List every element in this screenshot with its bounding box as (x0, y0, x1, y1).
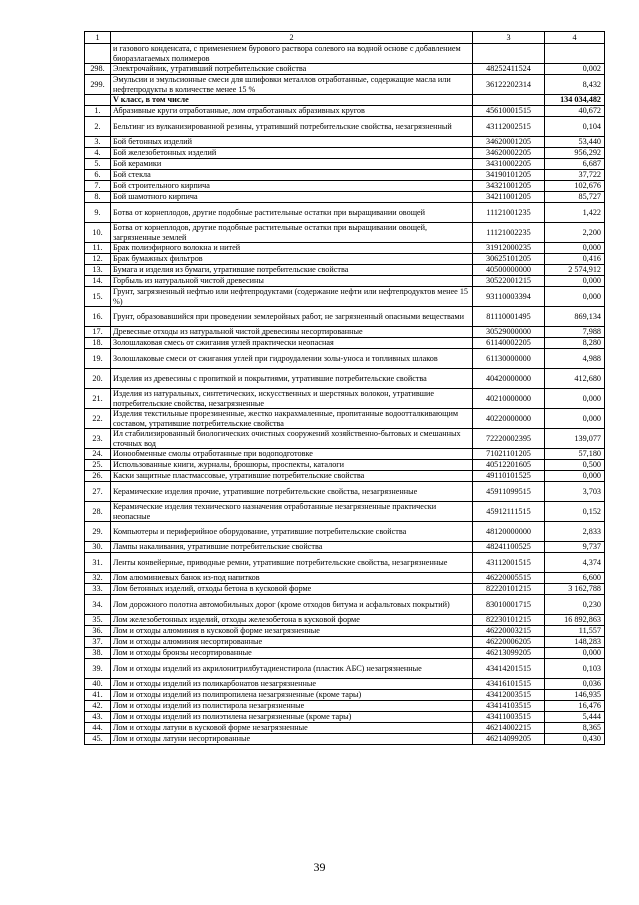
waste-name-cell: Брак бумажных фильтров (111, 254, 473, 265)
amount-cell (545, 44, 605, 64)
waste-table (84, 31, 605, 745)
table-row (85, 471, 605, 482)
waste-code-cell: 48241100525 (473, 542, 545, 553)
waste-name-cell: Золошлаковая смесь от сжигания углей практически неопасная (111, 338, 473, 349)
waste-code-cell: 46220006205 (473, 637, 545, 648)
waste-name-cell: Эмульсии и эмульсионные смеси для шлифовки металлов отработанные, содержащие масла или нефтепродукты в количестве менее 15 % (111, 75, 473, 95)
amount-cell: 102,676 (545, 181, 605, 192)
waste-code-cell: 61130000000 (473, 349, 545, 369)
amount-cell: 0,500 (545, 460, 605, 471)
table-row (85, 307, 605, 327)
waste-name-cell: Лом железобетонных изделий, отходы железобетона в кусковой форме (111, 615, 473, 626)
amount-cell: 16,476 (545, 701, 605, 712)
row-number-cell: 35. (85, 615, 111, 626)
waste-name-cell: Бой строительного кирпича (111, 181, 473, 192)
row-number-cell: 31. (85, 553, 111, 573)
table-row (85, 148, 605, 159)
waste-name-cell: Лом и отходы изделий из полистирола незагрязненные (111, 701, 473, 712)
row-number-cell: 15. (85, 287, 111, 307)
row-number-cell: 45. (85, 734, 111, 745)
page-number: 39 (313, 860, 326, 874)
table-row (85, 429, 605, 449)
waste-name-cell: Брак полиэфирного волокна и нитей (111, 243, 473, 254)
amount-cell: 2,200 (545, 223, 605, 243)
table-row (85, 712, 605, 723)
amount-cell: 8,365 (545, 723, 605, 734)
column-number-header-row (85, 32, 605, 44)
amount-cell: 4,374 (545, 553, 605, 573)
waste-name-cell: Лом и отходы латуни в кусковой форме незагрязненные (111, 723, 473, 734)
table-row (85, 389, 605, 409)
waste-code-cell: 48252411524 (473, 64, 545, 75)
amount-cell: 139,077 (545, 429, 605, 449)
row-number-cell: 38. (85, 648, 111, 659)
amount-cell: 2 574,912 (545, 265, 605, 276)
row-number-cell: 16. (85, 307, 111, 327)
amount-cell: 37,722 (545, 170, 605, 181)
waste-code-cell: 36122202314 (473, 75, 545, 95)
waste-name-cell: Лом и отходы изделий из акрилонитрилбутадиенстирола (пластик АБС) незагрязненные (111, 659, 473, 679)
waste-name-cell: Лом дорожного полотна автомобильных дорог (кроме отходов битума и асфальтовых покрытий) (111, 595, 473, 615)
amount-cell: 1,422 (545, 203, 605, 223)
waste-name-cell: Лом и отходы изделий из полиэтилена незагрязненные (кроме тары) (111, 712, 473, 723)
waste-name-cell: Лом и отходы алюминия в кусковой форме незагрязненные (111, 626, 473, 637)
row-number-cell: 24. (85, 449, 111, 460)
table-row (85, 648, 605, 659)
column-number-header: 1 (85, 32, 111, 44)
table-row (85, 203, 605, 223)
waste-name-cell: Лом и отходы бронзы несортированные (111, 648, 473, 659)
row-number-cell: 5. (85, 159, 111, 170)
table-row (85, 170, 605, 181)
amount-cell: 134 034,482 (545, 95, 605, 106)
waste-code-cell: 43414201515 (473, 659, 545, 679)
column-number-header: 4 (545, 32, 605, 44)
waste-name-cell: Ботва от корнеплодов, другие подобные растительные остатки при выращивании овощей (111, 203, 473, 223)
waste-code-cell: 46220003215 (473, 626, 545, 637)
waste-name-cell: Грунт, образовавшийся при проведении землеройных работ, не загрязненный опасными веществами (111, 307, 473, 327)
table-row (85, 502, 605, 522)
row-number-cell (85, 44, 111, 64)
waste-name-cell: Каски защитные пластмассовые, утратившие потребительские свойства (111, 471, 473, 482)
table-row (85, 573, 605, 584)
column-number-header: 2 (111, 32, 473, 44)
waste-name-cell: Лом алюминиевых банок из-под напитков (111, 573, 473, 584)
table-row (85, 701, 605, 712)
table-row (85, 181, 605, 192)
amount-cell: 40,672 (545, 106, 605, 117)
waste-name-cell: Компьютеры и периферийное оборудование, утратившие потребительские свойства (111, 522, 473, 542)
table-row (85, 137, 605, 148)
row-number-cell: 28. (85, 502, 111, 522)
row-number-cell: 7. (85, 181, 111, 192)
row-number-cell: 1. (85, 106, 111, 117)
waste-name-cell: Бой шамотного кирпича (111, 192, 473, 203)
waste-name-cell: Грунт, загрязненный нефтью или нефтепродуктами (содержание нефти или нефтепродуктов менее 15 %) (111, 287, 473, 307)
waste-name-cell: Древесные отходы из натуральной чистой древесины несортированные (111, 327, 473, 338)
amount-cell: 11,557 (545, 626, 605, 637)
table-row (85, 584, 605, 595)
waste-name-cell: Изделия из натуральных, синтетических, искусственных и шерстяных волокон, утратившие потребительские свойства, незагрязненные (111, 389, 473, 409)
waste-code-cell: 34620002205 (473, 148, 545, 159)
amount-cell: 5,444 (545, 712, 605, 723)
waste-code-cell: 46214002215 (473, 723, 545, 734)
waste-code-cell: 40512201605 (473, 460, 545, 471)
table-row (85, 626, 605, 637)
section-total-row (85, 95, 605, 106)
waste-name-cell: Изделия текстильные прорезиненные, жестко накрахмаленные, пропитанные водоотталкивающим составом, утратившие потребительские свойства (111, 409, 473, 429)
row-number-cell: 2. (85, 117, 111, 137)
row-number-cell: 25. (85, 460, 111, 471)
amount-cell: 0,000 (545, 648, 605, 659)
amount-cell: 0,430 (545, 734, 605, 745)
amount-cell: 0,000 (545, 389, 605, 409)
waste-name-cell: Бой стекла (111, 170, 473, 181)
waste-name-cell: и газового конденсата, с применением бурового раствора солевого на водной основе с добавлением биоразлагаемых полимеров (111, 44, 473, 64)
table-row (85, 159, 605, 170)
row-number-cell: 3. (85, 137, 111, 148)
row-number-cell: 10. (85, 223, 111, 243)
amount-cell: 0,000 (545, 471, 605, 482)
table-row (85, 369, 605, 389)
amount-cell: 148,283 (545, 637, 605, 648)
row-number-cell: 30. (85, 542, 111, 553)
waste-code-cell: 45911099515 (473, 482, 545, 502)
waste-name-cell: Лом и отходы изделий из поликарбонатов незагрязненные (111, 679, 473, 690)
waste-code-cell: 11121002235 (473, 223, 545, 243)
row-number-cell: 41. (85, 690, 111, 701)
table-row (85, 522, 605, 542)
waste-code-cell (473, 95, 545, 106)
waste-code-cell: 71021101205 (473, 449, 545, 460)
waste-code-cell: 46220005515 (473, 573, 545, 584)
amount-cell: 869,134 (545, 307, 605, 327)
row-number-cell: 23. (85, 429, 111, 449)
amount-cell: 2,833 (545, 522, 605, 542)
row-number-cell: 26. (85, 471, 111, 482)
waste-name-cell: Бельтинг из вулканизированной резины, утративший потребительские свойства, незагрязненный (111, 117, 473, 137)
waste-code-cell: 40220000000 (473, 409, 545, 429)
table-row (85, 553, 605, 573)
waste-code-cell: 45610001515 (473, 106, 545, 117)
waste-name-cell: Керамические изделия прочие, утратившие потребительские свойства, незагрязненные (111, 482, 473, 502)
waste-code-cell: 72220002395 (473, 429, 545, 449)
waste-name-cell: Керамические изделия технического назначения отработанные незагрязненные практически неопасные (111, 502, 473, 522)
waste-code-cell: 30625101205 (473, 254, 545, 265)
waste-name-cell: Лампы накаливания, утратившие потребительские свойства (111, 542, 473, 553)
waste-code-cell: 34190101205 (473, 170, 545, 181)
row-number-cell: 19. (85, 349, 111, 369)
waste-code-cell: 34620001205 (473, 137, 545, 148)
amount-cell: 0,152 (545, 502, 605, 522)
table-row (85, 349, 605, 369)
table-row (85, 449, 605, 460)
row-number-cell: 33. (85, 584, 111, 595)
waste-name-cell: Бой керамики (111, 159, 473, 170)
amount-cell: 85,727 (545, 192, 605, 203)
amount-cell: 0,103 (545, 659, 605, 679)
table-row (85, 409, 605, 429)
row-number-cell: 37. (85, 637, 111, 648)
amount-cell: 9,737 (545, 542, 605, 553)
amount-cell: 412,680 (545, 369, 605, 389)
table-row (85, 265, 605, 276)
waste-code-cell: 49110101525 (473, 471, 545, 482)
row-number-cell: 32. (85, 573, 111, 584)
row-number-cell: 40. (85, 679, 111, 690)
table-row (85, 192, 605, 203)
waste-name-cell: Лом и отходы изделий из полипропилена незагрязненные (кроме тары) (111, 690, 473, 701)
table-row (85, 690, 605, 701)
table-row (85, 223, 605, 243)
waste-name-cell: V класс, в том числе (111, 95, 473, 106)
waste-code-cell: 30529000000 (473, 327, 545, 338)
table-row (85, 615, 605, 626)
amount-cell: 146,935 (545, 690, 605, 701)
table-row (85, 734, 605, 745)
waste-table-body (85, 32, 605, 745)
waste-code-cell: 46214099205 (473, 734, 545, 745)
waste-code-cell: 82230101215 (473, 615, 545, 626)
amount-cell: 0,000 (545, 243, 605, 254)
waste-code-cell: 34310002205 (473, 159, 545, 170)
waste-name-cell: Горбыль из натуральной чистой древесины (111, 276, 473, 287)
waste-code-cell: 40500000000 (473, 265, 545, 276)
amount-cell: 0,000 (545, 287, 605, 307)
waste-name-cell: Лом и отходы латуни несортированные (111, 734, 473, 745)
waste-code-cell: 83010001715 (473, 595, 545, 615)
amount-cell: 0,416 (545, 254, 605, 265)
amount-cell: 57,180 (545, 449, 605, 460)
row-number-cell: 27. (85, 482, 111, 502)
waste-name-cell: Бой железобетонных изделий (111, 148, 473, 159)
amount-cell: 3 162,788 (545, 584, 605, 595)
table-row (85, 637, 605, 648)
waste-code-cell: 43414103515 (473, 701, 545, 712)
row-number-cell: 20. (85, 369, 111, 389)
table-row (85, 679, 605, 690)
row-number-cell: 11. (85, 243, 111, 254)
amount-cell: 0,000 (545, 276, 605, 287)
waste-name-cell: Ленты конвейерные, приводные ремни, утратившие потребительские свойства, незагрязненные (111, 553, 473, 573)
waste-name-cell: Использованные книги, журналы, брошюры, проспекты, каталоги (111, 460, 473, 471)
waste-code-cell: 43411003515 (473, 712, 545, 723)
waste-name-cell: Лом и отходы алюминия несортированные (111, 637, 473, 648)
waste-code-cell: 31912000235 (473, 243, 545, 254)
waste-code-cell: 45912111515 (473, 502, 545, 522)
waste-name-cell: Бумага и изделия из бумаги, утратившие потребительские свойства (111, 265, 473, 276)
column-number-header: 3 (473, 32, 545, 44)
table-row (85, 460, 605, 471)
waste-code-cell: 48120000000 (473, 522, 545, 542)
row-number-cell: 21. (85, 389, 111, 409)
waste-name-cell: Золошлаковые смеси от сжигания углей при гидроудалении золы-уноса и топливных шлаков (111, 349, 473, 369)
row-number-cell: 13. (85, 265, 111, 276)
waste-name-cell: Бой бетонных изделий (111, 137, 473, 148)
waste-code-cell: 43112002515 (473, 117, 545, 137)
waste-name-cell: Ботва от корнеплодов, другие подобные растительные остатки при выращивании овощей, загрязненные землей (111, 223, 473, 243)
table-row (85, 64, 605, 75)
table-row (85, 243, 605, 254)
waste-code-cell: 11121001235 (473, 203, 545, 223)
amount-cell: 6,687 (545, 159, 605, 170)
amount-cell: 4,988 (545, 349, 605, 369)
amount-cell: 7,988 (545, 327, 605, 338)
table-row (85, 659, 605, 679)
waste-code-cell: 30522001215 (473, 276, 545, 287)
amount-cell: 53,440 (545, 137, 605, 148)
amount-cell: 6,600 (545, 573, 605, 584)
row-number-cell: 34. (85, 595, 111, 615)
row-number-cell: 298. (85, 64, 111, 75)
waste-code-cell: 93110003394 (473, 287, 545, 307)
waste-name-cell: Ил стабилизированный биологических очистных сооружений хозяйственно-бытовых и смешанных сточных вод (111, 429, 473, 449)
table-row (85, 117, 605, 137)
row-number-cell: 8. (85, 192, 111, 203)
table-row (85, 287, 605, 307)
row-number-cell (85, 95, 111, 106)
row-number-cell: 6. (85, 170, 111, 181)
table-row (85, 338, 605, 349)
row-number-cell: 9. (85, 203, 111, 223)
waste-name-cell: Электрочайник, утративший потребительские свойства (111, 64, 473, 75)
amount-cell: 0,230 (545, 595, 605, 615)
table-row (85, 75, 605, 95)
row-number-cell: 4. (85, 148, 111, 159)
amount-cell: 0,000 (545, 409, 605, 429)
amount-cell: 0,002 (545, 64, 605, 75)
waste-code-cell: 43412003515 (473, 690, 545, 701)
row-number-cell: 18. (85, 338, 111, 349)
waste-name-cell: Лом бетонных изделий, отходы бетона в кусковой форме (111, 584, 473, 595)
amount-cell: 8,432 (545, 75, 605, 95)
waste-code-cell (473, 44, 545, 64)
table-row (85, 276, 605, 287)
waste-table-container (84, 31, 604, 745)
amount-cell: 8,280 (545, 338, 605, 349)
waste-code-cell: 40210000000 (473, 389, 545, 409)
waste-code-cell: 81110001495 (473, 307, 545, 327)
amount-cell: 0,036 (545, 679, 605, 690)
table-row (85, 542, 605, 553)
row-number-cell: 22. (85, 409, 111, 429)
waste-code-cell: 40420000000 (473, 369, 545, 389)
waste-name-cell: Абразивные круги отработанные, лом отработанных абразивных кругов (111, 106, 473, 117)
table-row (85, 44, 605, 64)
row-number-cell: 12. (85, 254, 111, 265)
row-number-cell: 17. (85, 327, 111, 338)
table-row (85, 723, 605, 734)
waste-code-cell: 82220101215 (473, 584, 545, 595)
row-number-cell: 39. (85, 659, 111, 679)
row-number-cell: 36. (85, 626, 111, 637)
waste-code-cell: 46213099205 (473, 648, 545, 659)
waste-code-cell: 43416101515 (473, 679, 545, 690)
row-number-cell: 42. (85, 701, 111, 712)
table-row (85, 254, 605, 265)
table-row (85, 106, 605, 117)
table-row (85, 595, 605, 615)
row-number-cell: 29. (85, 522, 111, 542)
amount-cell: 16 892,863 (545, 615, 605, 626)
waste-code-cell: 34211001205 (473, 192, 545, 203)
amount-cell: 0,104 (545, 117, 605, 137)
amount-cell: 3,703 (545, 482, 605, 502)
waste-code-cell: 34321001205 (473, 181, 545, 192)
table-row (85, 327, 605, 338)
row-number-cell: 14. (85, 276, 111, 287)
amount-cell: 956,292 (545, 148, 605, 159)
row-number-cell: 43. (85, 712, 111, 723)
table-row (85, 482, 605, 502)
row-number-cell: 44. (85, 723, 111, 734)
waste-name-cell: Ионообменные смолы отработанные при водоподготовке (111, 449, 473, 460)
row-number-cell: 299. (85, 75, 111, 95)
waste-code-cell: 61140002205 (473, 338, 545, 349)
waste-code-cell: 43112001515 (473, 553, 545, 573)
waste-name-cell: Изделия из древесины с пропиткой и покрытиями, утратившие потребительские свойства (111, 369, 473, 389)
